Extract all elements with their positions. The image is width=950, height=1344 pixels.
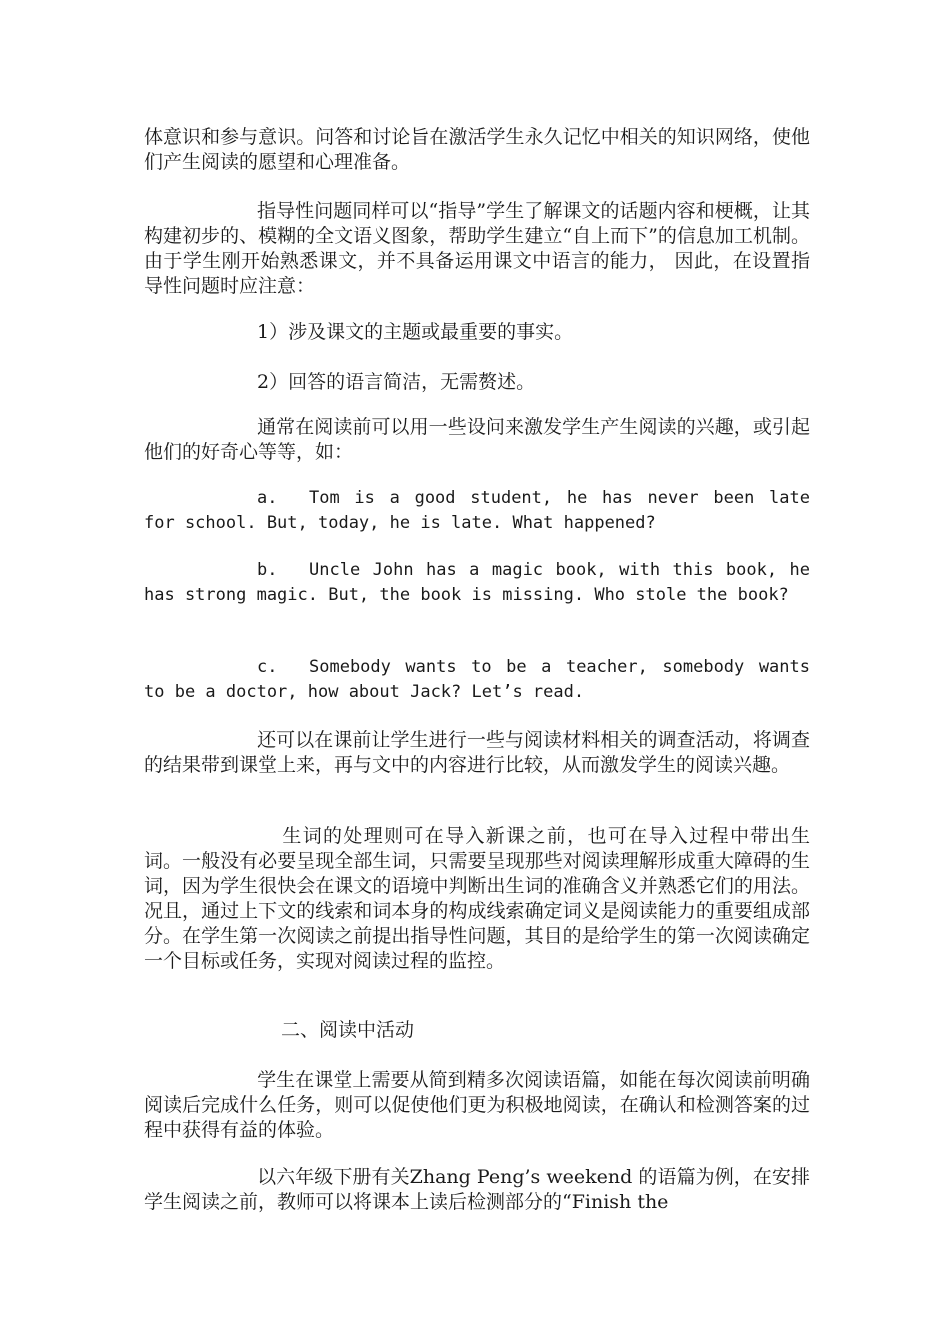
heading-text: 二、阅读中活动 [281,1019,415,1041]
paragraph-vocabulary [144,824,810,974]
example-b [144,558,810,608]
section-heading-while-reading [144,1018,810,1043]
paragraph-text: 还可以在课前让学生进行一些与阅读材料相关的调查活动，将调查的结果带到课堂上来，再与文中的内容进行比较，从而激发学生的阅读兴趣。 [144,729,810,776]
example-text: Somebody wants to be a teacher, somebody wants to be a doctor, how about Jack? Let’s read. [144,657,810,702]
paragraph-while-reading [144,1068,810,1143]
example-label: a. [257,488,278,508]
paragraph-text: 通常在阅读前可以用一些设问来激发学生产生阅读的兴趣，或引起他们的好奇心等等，如： [144,416,810,463]
paragraph-continuation: 体意识和参与意识。问答和讨论旨在激活学生永久记忆中相关的知识网络，使他们产生阅读的愿望和心理准备。 [144,126,810,173]
example-text: Tom is a good student, he has never been late for school. But, today, he is late. What happened? [144,488,810,533]
list-item-point-1 [144,320,810,345]
paragraph-text: 以六年级下册有关Zhang Peng’s weekend 的语篇为例，在安排学生阅读之前，教师可以将课本上读后检测部分的“Finish the [144,1166,810,1213]
paragraph-questions-intro [144,415,810,465]
list-item-point-2 [144,370,810,395]
example-label: b. [257,560,278,580]
paragraph-example-lesson [144,1165,810,1215]
paragraph-guiding-questions [144,199,810,299]
paragraph-text: 生词的处理则可在导入新课之前，也可在导入过程中带出生词。一般没有必要呈现全部生词，只需要呈现那些对阅读理解形成重大障碍的生词，因为学生很快会在课文的语境中判断出生词的准确含义并熟悉它们的用法。况且，通过上下文的线索和词本身的构成线索确定词义是阅读能力的重要组成部分。在学生第一次阅读之前提出指导性问题，其目的是给学生的第一次阅读确定一个目标或任务，实现对阅读过程的监控。 [144,825,810,972]
paragraph-text: 学生在课堂上需要从简到精多次阅读语篇，如能在每次阅读前明确阅读后完成什么任务，则可以促使他们更为积极地阅读，在确认和检测答案的过程中获得有益的体验。 [144,1069,810,1141]
example-text: Uncle John has a magic book, with this book, he has strong magic. But, the book is missing. Who stole the book? [144,560,810,605]
list-item-text: 2）回答的语言简洁，无需赘述。 [257,371,536,393]
paragraph-text: 指导性问题同样可以“指导”学生了解课文的话题内容和梗概，让其构建初步的、模糊的全文语义图象，帮助学生建立“自上而下”的信息加工机制。由于学生刚开始熟悉课文，并不具备运用课文中语言的能力， 因此，在设置指导性问题时应注意： [144,200,810,297]
example-label: c. [257,657,278,677]
paragraph-survey [144,728,810,778]
example-a [144,486,810,536]
example-c [144,655,810,705]
list-item-text: 1）涉及课文的主题或最重要的事实。 [257,321,574,343]
